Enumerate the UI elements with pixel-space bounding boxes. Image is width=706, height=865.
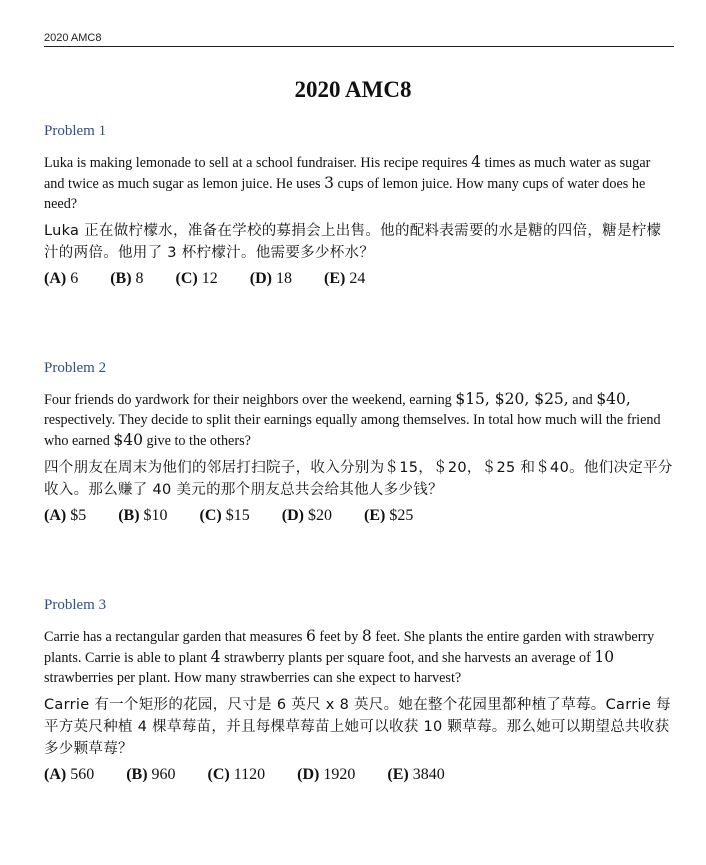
problem-title: Problem 1 — [44, 123, 107, 139]
choice-d: (D) 1920 — [297, 766, 356, 783]
choice-b: (B) 8 — [110, 270, 144, 287]
choice-b: (B) 960 — [126, 766, 176, 783]
math-value: $40, — [596, 390, 631, 408]
problem-3 — [44, 596, 674, 786]
problem-text-chinese: 四个朋友在周末为他们的邻居打扫院子，收入分别为＄15，＄20，＄25 和＄40。他们决定平分收入。那么赚了 40 美元的那个朋友总共会给其他人多少钱？ — [44, 460, 673, 498]
choice-a: (A) 560 — [44, 766, 95, 783]
math-value: 8 — [361, 627, 372, 645]
choice-a: (A) 6 — [44, 270, 79, 287]
answer-choices — [44, 268, 674, 290]
math-value: 4 — [471, 153, 481, 171]
running-header: 2020 AMC8 — [44, 32, 674, 47]
choice-a: (A) $5 — [44, 507, 87, 524]
problem-text-english: Four friends do yardwork for their neighbors over the weekend, earning $15, $20, $25, and $40, respectively. They decide to split their earnings equally among themselves. In total how much will the friend who earned $40 give to the others? — [44, 390, 661, 449]
math-value: 6 — [305, 627, 316, 645]
choice-c: (C) 1120 — [207, 766, 266, 783]
answer-choices — [44, 764, 674, 786]
choice-e: (E) 24 — [323, 270, 366, 287]
choice-c: (C) 12 — [175, 270, 218, 287]
problem-text-chinese: Carrie 有一个矩形的花园，尺寸是 6 英尺 x 8 英尺。她在整个花园里都种植了草莓。Carrie 每平方英尺种植 4 棵草莓苗，并且每棵草莓苗上她可以收获 10 颗草莓。那么她可以期望总共收获多少颗草莓？ — [44, 697, 671, 757]
problem-title: Problem 2 — [44, 360, 107, 376]
choice-e: (E) $25 — [363, 507, 414, 524]
choice-d: (D) 18 — [249, 270, 292, 287]
answer-choices — [44, 505, 674, 527]
problem-title: Problem 3 — [44, 597, 107, 613]
math-value: $15, $20, $25, — [455, 390, 569, 408]
math-value: 4 — [210, 648, 221, 666]
problem-text-english: Luka is making lemonade to sell at a school fundraiser. His recipe requires 4 times as much water as sugar and twice as much sugar as lemon juice. He uses 3 cups of lemon juice. How many cups of water does he need? — [44, 153, 651, 212]
problem-2 — [44, 359, 674, 527]
choice-e: (E) 3840 — [387, 766, 445, 783]
problem-1 — [44, 122, 674, 290]
math-value: 3 — [324, 174, 334, 192]
choice-c: (C) $15 — [199, 507, 250, 524]
math-value: 10 — [594, 648, 615, 666]
problem-text-english: Carrie has a rectangular garden that measures 6 feet by 8 feet. She plants the entire garden with strawberry plants. Carrie is able to plant 4 strawberry plants per square foot, and she harvests an average of 10 strawberries per plant. How many strawberries can she expect to harvest? — [44, 627, 655, 686]
choice-b: (B) $10 — [118, 507, 168, 524]
page-title: 2020 AMC8 — [294, 77, 412, 102]
problem-text-chinese: Luka 正在做柠檬水，准备在学校的募捐会上出售。他的配料表需要的水是糖的四倍，糖是柠檬汁的两倍。他用了 3 杯柠檬汁。他需要多少杯水？ — [44, 223, 662, 261]
choice-d: (D) $20 — [281, 507, 332, 524]
math-value: $40 — [113, 431, 143, 449]
